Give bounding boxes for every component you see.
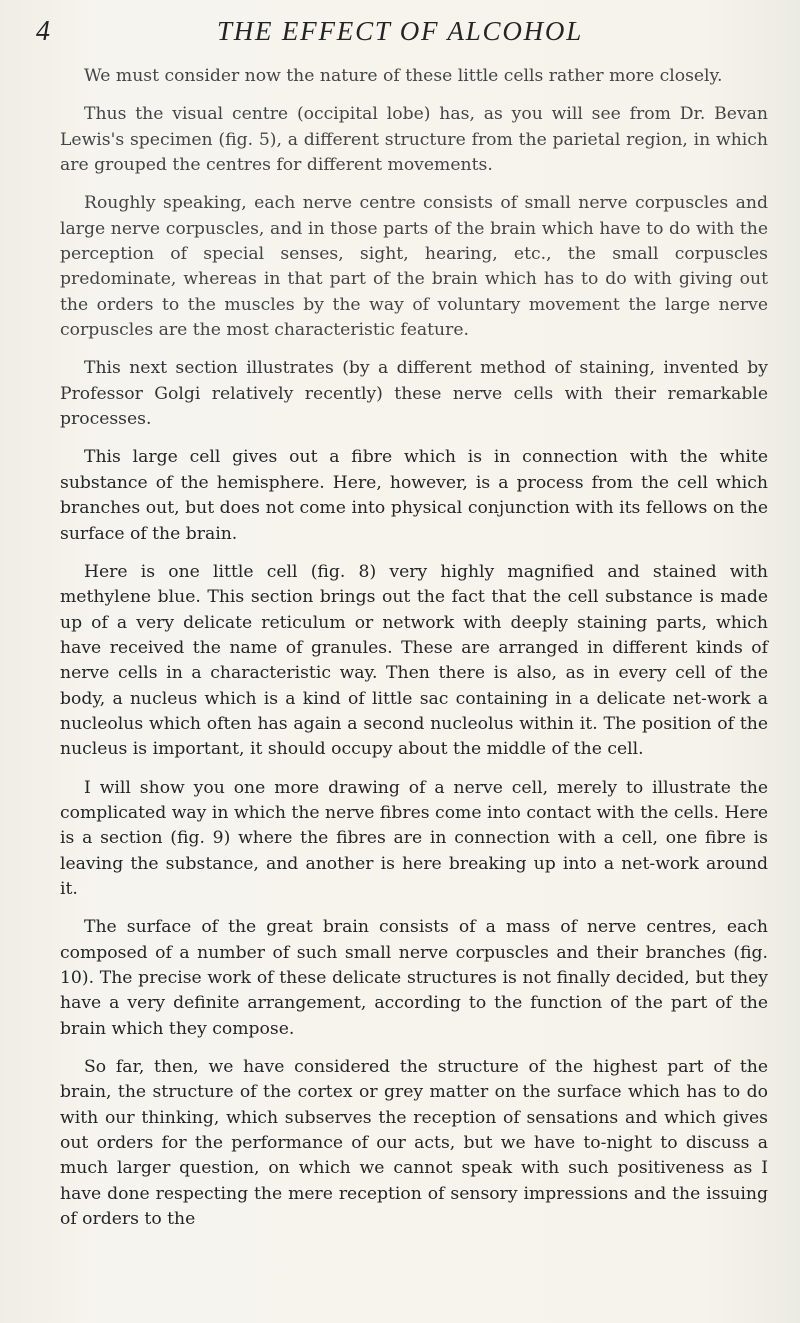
paragraph: Here is one little cell (fig. 8) very highly magnified and stained with methylene blue. This section brings out the fact that the cell substance is made up of a very delicate reticulum or network with deeply staining parts, which have received the name of granules. These are arranged in different kinds of nerve cells in a characteristic way. Then there is also, as in every cell of the body, a nucleus which is a kind of little sac containing in a delicate net-work a nucleolus which often has again a second nucleolus within it. The position of the nucleus is important, it should occupy about the middle of the cell.	[60, 561, 768, 760]
paragraph: This next section illustrates (by a different method of staining, invented by Professor Golgi relatively recently) these nerve cells with their remarkable processes.	[60, 358, 768, 430]
paragraph: We must consider now the nature of these little cells rather more closely.	[84, 66, 723, 86]
page-number: 4	[36, 16, 50, 47]
paragraph: I will show you one more drawing of a nerve cell, merely to illustrate the complicated way in which the nerve fibres come into contact with the cells. Here is a section (fig. 9) where the fibres are in connection with a cell, one fibre is leaving the substance, and another is here breaking up into a net-work around it.	[60, 777, 768, 899]
paragraph: This large cell gives out a fibre which is in connection with the white substance of the hemisphere. Here, however, is a process from the cell which branches out, but does not come into physical conjunction with its fellows on the surface of the brain.	[60, 447, 768, 544]
running-head: THE EFFECT OF ALCOHOL	[216, 16, 584, 46]
paragraph: The surface of the great brain consists of a mass of nerve centres, each composed of a number of such small nerve corpuscles and their branches (fig. 10). The precise work of these delicate structures is not finally decided, but they have a very definite arrangement, according to the function of the part of the brain which they compose.	[60, 917, 768, 1039]
page-body	[60, 64, 768, 1232]
paragraph: Thus the visual centre (occipital lobe) has, as you will see from Dr. Bevan Lewis's specimen (fig. 5), a different structure from the parietal region, in which are grouped the centres for different movements.	[60, 104, 768, 176]
paragraph: So far, then, we have considered the structure of the highest part of the brain, the structure of the cortex or grey matter on the surface which has to do with our thinking, which subserves the reception of sensations and which gives out orders for the performance of our acts, but we have to-night to discuss a much larger question, on which we cannot speak with such positiveness as I have done respecting the mere reception of sensory impressions and the issuing of orders to the	[60, 1057, 768, 1230]
paragraph: Roughly speaking, each nerve centre consists of small nerve corpuscles and large nerve corpuscles, and in those parts of the brain which have to do with the perception of special senses, sight, hearing, etc., the small corpuscles predominate, whereas in that part of the brain which has to do with giving out the orders to the muscles by the way of voluntary movement the large nerve corpuscles are the most characteristic feature.	[60, 193, 768, 341]
page-header	[0, 14, 800, 48]
